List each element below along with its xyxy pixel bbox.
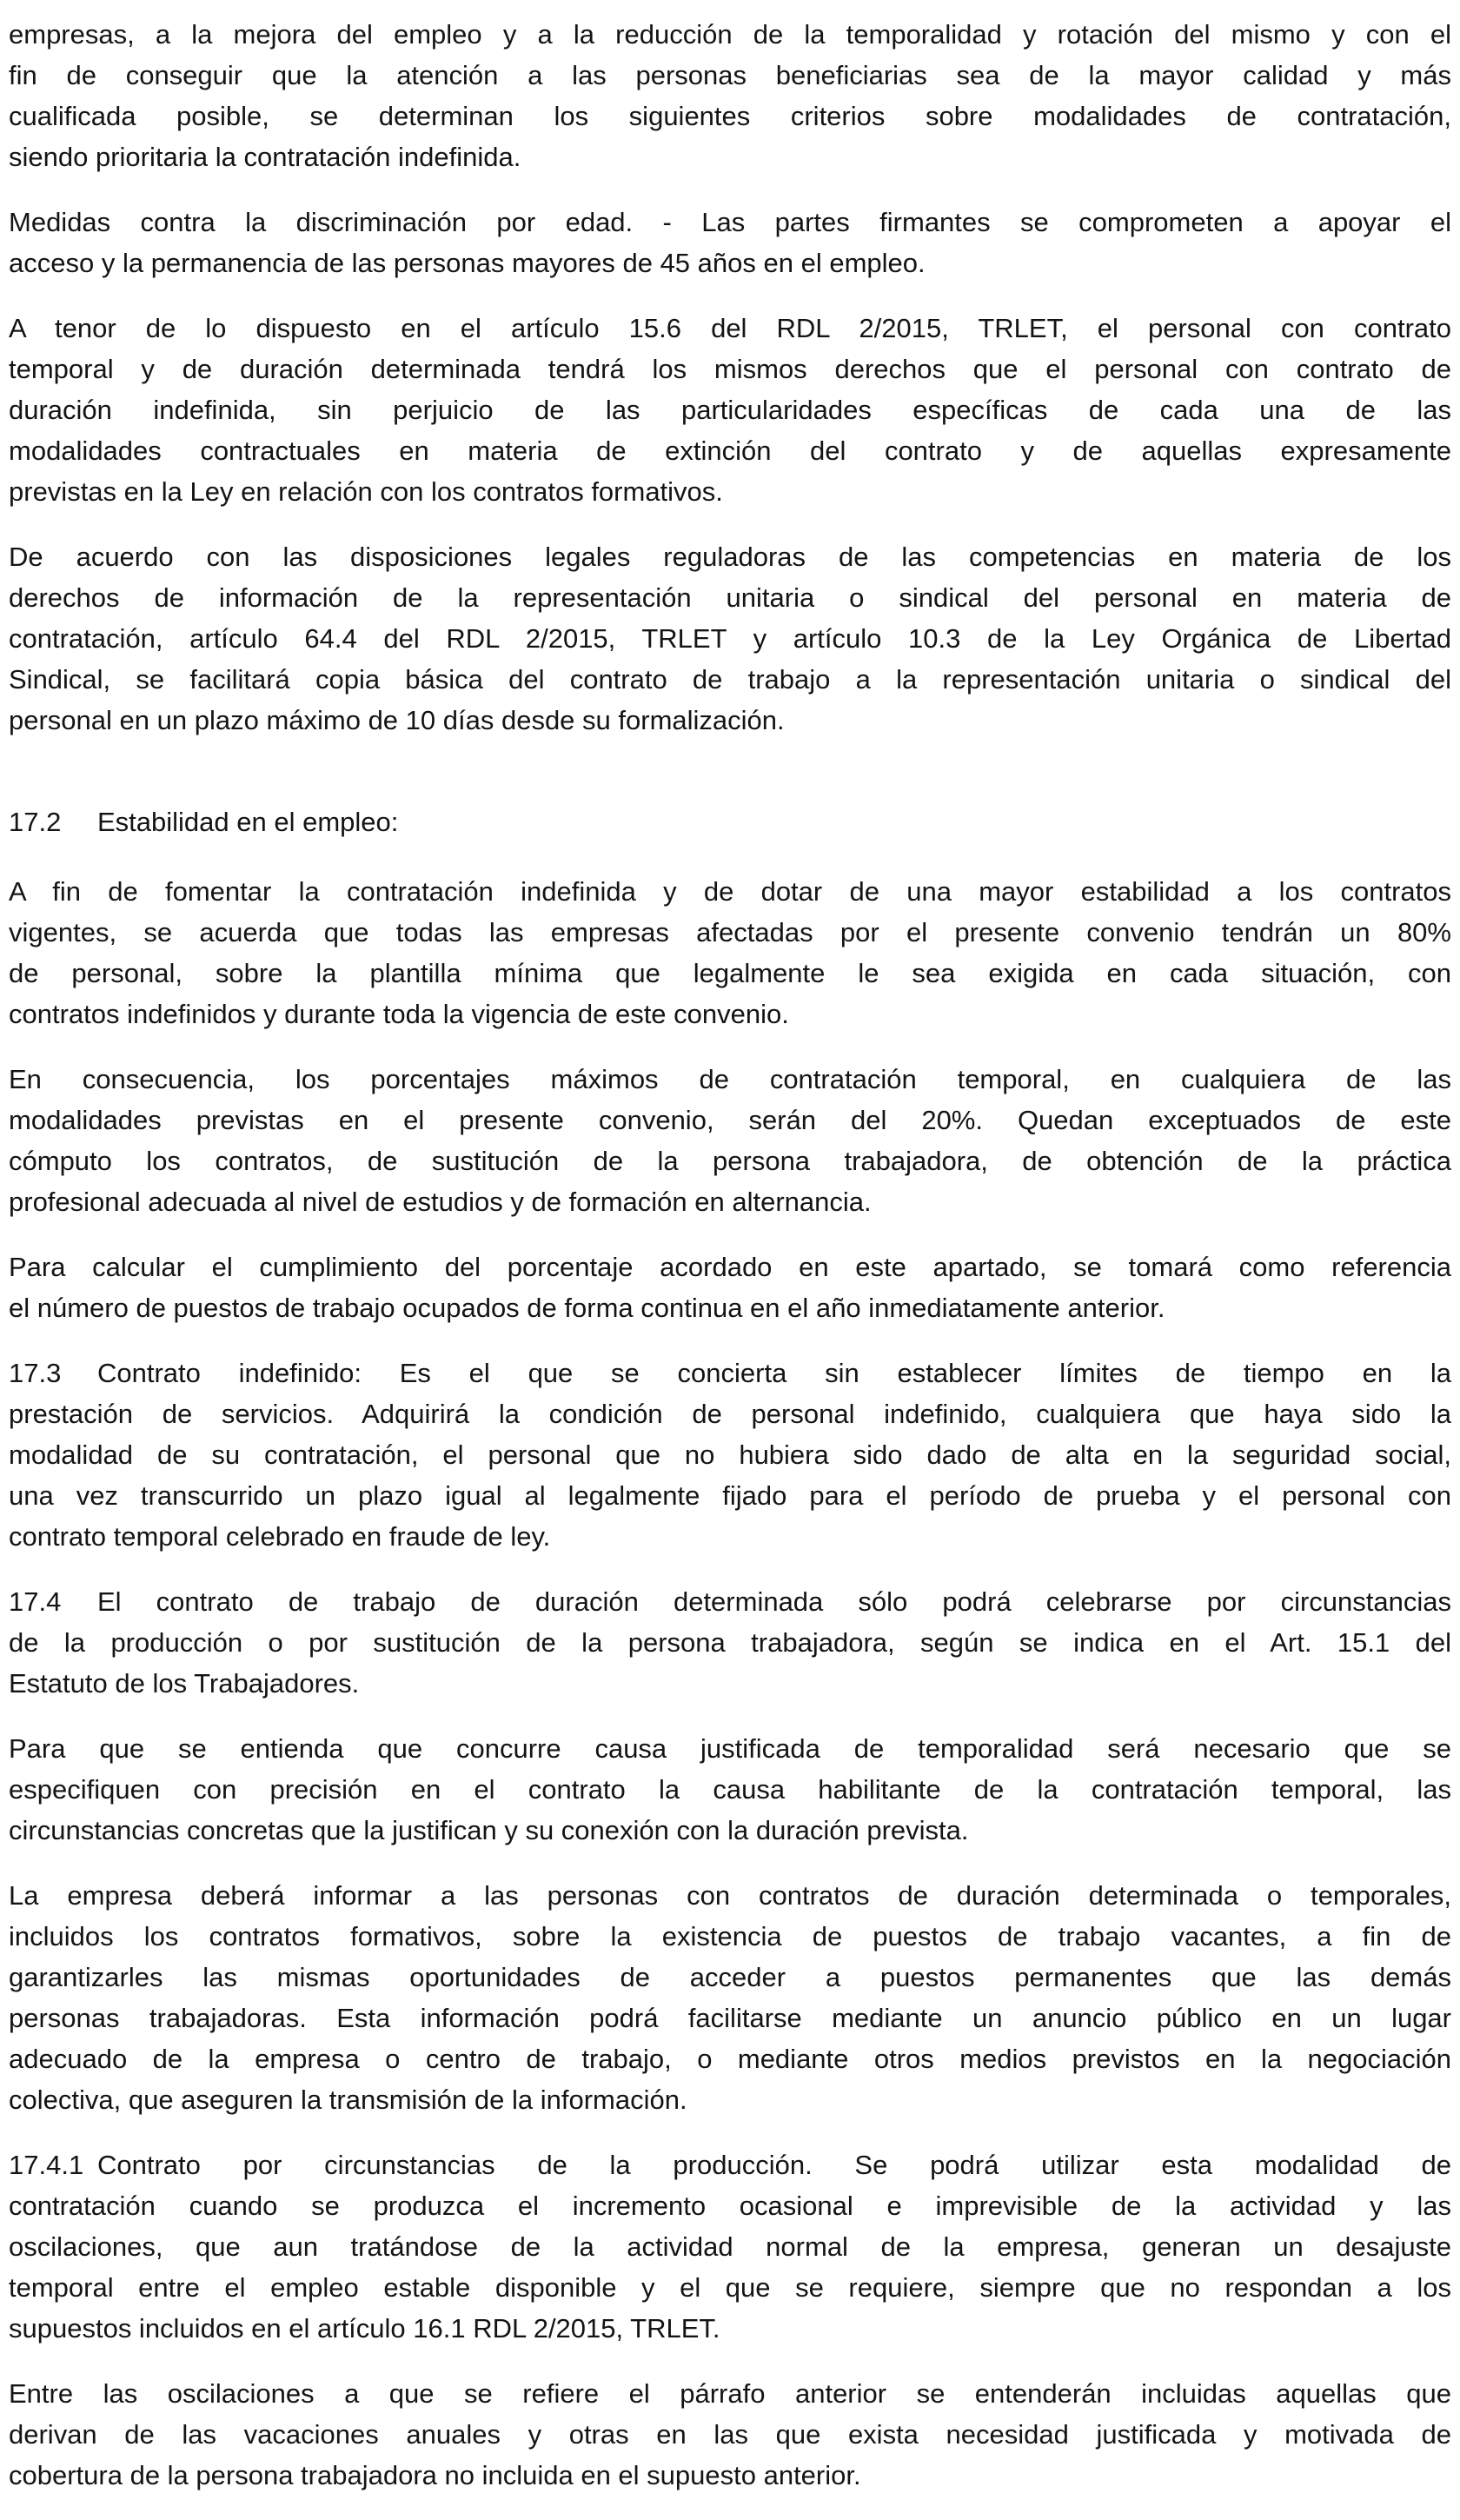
section-number: 17.4 xyxy=(9,1586,62,1617)
text-line: una vez transcurrido un plazo igual al legalmente fijado para el período de prueba y el personal con xyxy=(9,1480,1451,1511)
text-line: de la producción o por sustitución de la persona trabajadora, según se indica en el Art. 15.1 del xyxy=(9,1627,1451,1658)
text-line: De acuerdo con las disposiciones legales reguladoras de las competencias en materia de los xyxy=(9,542,1451,572)
text-line: Entre las oscilaciones a que se refiere el párrafo anterior se entenderán incluidas aquellas que xyxy=(9,2378,1451,2409)
text-line: cobertura de la persona trabajadora no incluida en el supuesto anterior. xyxy=(9,2460,861,2490)
text-line: A tenor de lo dispuesto en el artículo 15.6 del RDL 2/2015, TRLET, el personal con contrato xyxy=(9,313,1451,343)
section-heading-17-2 xyxy=(9,801,1451,842)
text-line: derivan de las vacaciones anuales y otras en las que exista necesidad justificada y motivada de xyxy=(9,2419,1451,2450)
text-line: modalidades contractuales en materia de extinción del contrato y de aquellas expresamente xyxy=(9,436,1451,466)
text-line: Para que se entienda que concurre causa justificada de temporalidad será necesario que se xyxy=(9,1733,1451,1764)
text-line: La empresa deberá informar a las personas con contratos de duración determinada o temporales, xyxy=(9,1880,1451,1911)
section-number: 17.3 xyxy=(9,1358,62,1388)
text-line: A fin de fomentar la contratación indefinida y de dotar de una mayor estabilidad a los contratos xyxy=(9,876,1451,907)
text-line: temporal y de duración determinada tendrá los mismos derechos que el personal con contrato de xyxy=(9,354,1451,384)
text-line: 17.2 Estabilidad en el empleo: xyxy=(9,801,1451,842)
text-line: 17.4 El contrato de trabajo de duración determinada sólo podrá celebrarse por circunstancias xyxy=(9,1581,1451,1622)
text-line: incluidos los contratos formativos, sobre la existencia de puestos de trabajo vacantes, a fin de xyxy=(9,1921,1451,1952)
paragraph-fomento-indefinida xyxy=(9,871,1451,1034)
text-line: Para calcular el cumplimiento del porcentaje acordado en este apartado, se tomará como referencia xyxy=(9,1252,1451,1282)
text-line: adecuado de la empresa o centro de trabajo, o mediante otros medios previstos en la negociación xyxy=(9,2044,1451,2074)
paragraph-17-4-1-circunstancias-produccion xyxy=(9,2144,1451,2349)
text-line: 17.3 Contrato indefinido: Es el que se concierta sin establecer límites de tiempo en la xyxy=(9,1353,1451,1393)
text-line: prestación de servicios. Adquirirá la condición de personal indefinido, cualquiera que haya sido la xyxy=(9,1399,1451,1429)
text-line: temporal entre el empleo estable disponible y el que se requiere, siempre que no respondan a los xyxy=(9,2272,1451,2303)
text-line: contratación, artículo 64.4 del RDL 2/2015, TRLET y artículo 10.3 de la Ley Orgánica de Libertad xyxy=(9,623,1451,654)
text-line: supuestos incluidos en el artículo 16.1 RDL 2/2015, TRLET. xyxy=(9,2313,720,2344)
text-line: de personal, sobre la plantilla mínima que legalmente le sea exigida en cada situación, con xyxy=(9,958,1451,988)
text-line: fin de conseguir que la atención a las personas beneficiarias sea de la mayor calidad y más xyxy=(9,60,1451,90)
text-line: contratos indefinidos y durante toda la vigencia de este convenio. xyxy=(9,999,789,1029)
text-line: En consecuencia, los porcentajes máximos de contratación temporal, en cualquiera de las xyxy=(9,1064,1451,1094)
text-line: empresas, a la mejora del empleo y a la reducción de la temporalidad y rotación del mismo y con el xyxy=(9,19,1451,50)
text-line: Medidas contra la discriminación por edad. - Las partes firmantes se comprometen a apoyar el xyxy=(9,207,1451,237)
paragraph-contratacion-intro xyxy=(9,14,1451,177)
text-line: 17.4.1 Contrato por circunstancias de la producción. Se podrá utilizar esta modalidad de xyxy=(9,2144,1451,2185)
text-line: colectiva, que aseguren la transmisión de la información. xyxy=(9,2084,687,2115)
text-line: contratación cuando se produzca el incremento ocasional e imprevisible de la actividad y las xyxy=(9,2191,1451,2221)
text-line: oscilaciones, que aun tratándose de la actividad normal de la empresa, generan un desajuste xyxy=(9,2231,1451,2262)
text-line: modalidades previstas en el presente convenio, serán del 20%. Quedan exceptuados de este xyxy=(9,1105,1451,1135)
text-line: modalidad de su contratación, el personal que no hubiera sido dado de alta en la seguridad social, xyxy=(9,1440,1451,1470)
section-number: 17.2 xyxy=(9,807,62,837)
text-line: el número de puestos de trabajo ocupados de forma continua en el año inmediatamente anterior. xyxy=(9,1293,1165,1323)
text-line: circunstancias concretas que la justifican y su conexión con la duración prevista. xyxy=(9,1815,969,1845)
paragraph-17-4-duracion-determinada xyxy=(9,1581,1451,1704)
text-line: personal en un plazo máximo de 10 días desde su formalización. xyxy=(9,705,785,735)
text-line: especifiquen con precisión en el contrato la causa habilitante de la contratación temporal, las xyxy=(9,1774,1451,1805)
paragraph-17-3-contrato-indefinido xyxy=(9,1353,1451,1557)
paragraph-copia-basica xyxy=(9,536,1451,741)
paragraph-articulo-15-6 xyxy=(9,308,1451,512)
text-line: previstas en la Ley en relación con los contratos formativos. xyxy=(9,476,723,507)
section-number: 17.4.1 xyxy=(9,2150,84,2180)
text-line: vigentes, se acuerda que todas las empresas afectadas por el presente convenio tendrán un 80% xyxy=(9,917,1451,947)
text-line: garantizarles las mismas oportunidades de acceder a puestos permanentes que las demás xyxy=(9,1962,1451,1992)
paragraph-oscilaciones xyxy=(9,2373,1451,2496)
text-line: cómputo los contratos, de sustitución de la persona trabajadora, de obtención de la práctica xyxy=(9,1146,1451,1176)
text-line: personas trabajadoras. Esta información podrá facilitarse mediante un anuncio público en un lugar xyxy=(9,2003,1451,2033)
paragraph-causa-justificada xyxy=(9,1728,1451,1851)
text-line: contrato temporal celebrado en fraude de ley. xyxy=(9,1521,551,1552)
paragraph-discriminacion-edad xyxy=(9,202,1451,283)
text-line: Sindical, se facilitará copia básica del contrato de trabajo a la representación unitaria o sindical del xyxy=(9,664,1451,695)
paragraph-porcentajes-maximos xyxy=(9,1059,1451,1222)
paragraph-informacion-vacantes xyxy=(9,1875,1451,2120)
text-line: cualificada posible, se determinan los siguientes criterios sobre modalidades de contratación, xyxy=(9,101,1451,131)
text-line: siendo prioritaria la contratación indefinida. xyxy=(9,142,521,172)
paragraph-calculo-porcentaje xyxy=(9,1247,1451,1328)
text-line: derechos de información de la representación unitaria o sindical del personal en materia de xyxy=(9,582,1451,613)
text-line: duración indefinida, sin perjuicio de las particularidades específicas de cada una de las xyxy=(9,395,1451,425)
text-line: acceso y la permanencia de las personas mayores de 45 años en el empleo. xyxy=(9,248,926,278)
text-line: profesional adecuada al nivel de estudios y de formación en alternancia. xyxy=(9,1187,872,1217)
text-line: Estatuto de los Trabajadores. xyxy=(9,1668,360,1699)
